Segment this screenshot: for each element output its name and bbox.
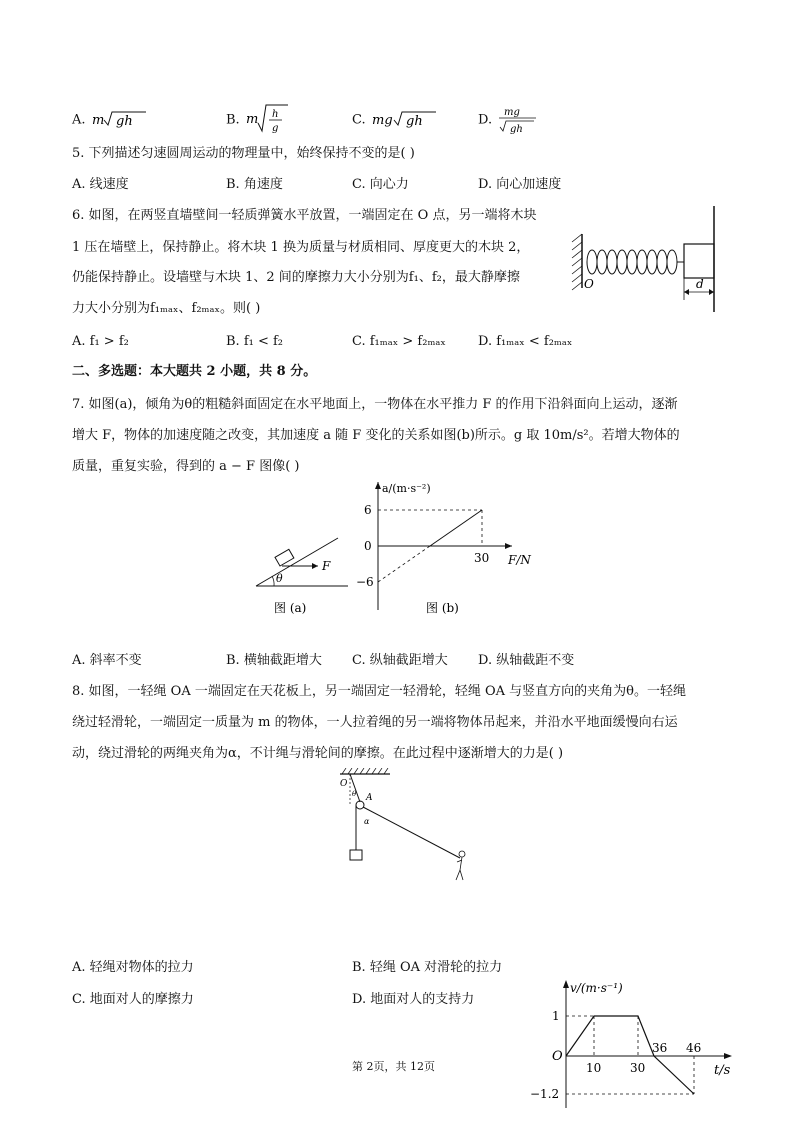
q7-line-3: 质量，重复实验，得到的 a − F 图像( ) [72, 459, 300, 474]
q4-a-formula [90, 110, 150, 130]
svg-text:gh: gh [510, 124, 524, 135]
q6-line-4: 力大小分别为f₁ₘₐₓ、f₂ₘₐₓ。则( ) [72, 301, 261, 316]
q8-option-d[interactable]: D. 地面对人的支持力 [352, 992, 475, 1007]
q5-option-c[interactable]: C. 向心力 [352, 177, 409, 192]
vt-tick-30: 30 [630, 1061, 646, 1075]
q8-fig-theta-label: θ [352, 790, 357, 798]
q5-option-b[interactable]: B. 角速度 [226, 177, 283, 192]
vt-axis-y-label: v/(m·s⁻¹) [570, 981, 623, 995]
q7-option-d[interactable]: D. 纵轴截距不变 [478, 653, 575, 668]
q4-option-c[interactable]: C. mg gh [352, 110, 440, 130]
q6-spring-figure [568, 204, 728, 316]
vt-origin-label: O [552, 1049, 563, 1064]
q8-line-1: 8. 如图，一轻绳 OA 一端固定在天花板上，另一端固定一轻滑轮，轻绳 OA 与竖直方向的夹角为θ。一轻绳 [72, 684, 686, 699]
vt-tick-46: 46 [686, 1041, 702, 1055]
q6-option-c[interactable]: C. f₁ₘₐₓ > f₂ₘₐₓ [352, 334, 446, 349]
q4-option-a[interactable]: A. m gh [72, 110, 150, 130]
q6-line-2: 1 压在墙壁上，保持静止。将木块 1 换为质量与材质相同、厚度更大的木块 2， [72, 240, 530, 255]
svg-text:m: m [245, 112, 259, 127]
vt-tick-1: 1 [552, 1009, 560, 1023]
q8-pulley-figure [336, 768, 476, 898]
q7-fig-b-caption: 图 (b) [426, 601, 459, 615]
q4-option-b[interactable]: B. m h g [226, 103, 294, 137]
q6-option-d[interactable]: D. f₁ₘₐₓ < f₂ₘₐₓ [478, 334, 573, 349]
svg-text:g: g [271, 123, 279, 134]
q8-option-c[interactable]: C. 地面对人的摩擦力 [72, 992, 194, 1007]
vt-axis-x-label: t/s [714, 1063, 731, 1078]
q8-line-3: 动，绕过滑轮的两绳夹角为α，不计绳与滑轮间的摩擦。在此过程中逐渐增大的力是( ) [72, 746, 564, 761]
q5-option-a[interactable]: A. 线速度 [72, 177, 129, 192]
q6-fig-o-label: O [584, 277, 594, 291]
q7-tick-m6: −6 [356, 575, 374, 589]
section-2-heading: 二、多选题：本大题共 2 小题，共 8 分。 [72, 364, 317, 379]
vt-tick-36: 36 [652, 1041, 668, 1055]
q6-fig-d-label: d [696, 277, 704, 291]
q7-line-2: 增大 F，物体的加速度随之改变，其加速度 a 随 F 变化的关系如图(b)所示。g 取 10m/s²。若增大物体的 [72, 428, 680, 443]
q4-c-formula [370, 110, 440, 130]
q7-tick-0: 0 [364, 539, 372, 553]
q6-option-a[interactable]: A. f₁ > f₂ [72, 334, 129, 349]
svg-text:mg: mg [504, 107, 521, 118]
q8-fig-alpha-label: α [364, 817, 370, 826]
q8-option-b[interactable]: B. 轻绳 OA 对滑轮的拉力 [352, 960, 503, 975]
q7-af-graph [352, 478, 552, 624]
q7-tick-6: 6 [364, 503, 372, 517]
q5-option-d[interactable]: D. 向心加速度 [478, 177, 562, 192]
q7-incline-figure [252, 520, 352, 620]
q7-fig-f-label: F [322, 559, 331, 573]
q7-option-a[interactable]: A. 斜率不变 [72, 653, 142, 668]
vt-graph [526, 976, 740, 1110]
q7-option-c[interactable]: C. 纵轴截距增大 [352, 653, 448, 668]
q4-option-d[interactable]: D. mg gh [478, 103, 542, 137]
svg-text:h: h [271, 109, 279, 120]
q7-line-1: 7. 如图(a)，倾角为θ的粗糙斜面固定在水平地面上，一物体在水平推力 F 的作用下沿斜面向上运动，逐渐 [72, 397, 678, 412]
q8-fig-a-label: A [366, 793, 373, 803]
svg-text:m: m [91, 113, 104, 128]
svg-text:gh: gh [405, 114, 423, 129]
q6-line-3: 仍能保持静止。设墙壁与木块 1、2 间的摩擦力大小分别为f₁、f₂，最大静摩擦 [72, 270, 520, 285]
q7-option-b[interactable]: B. 横轴截距增大 [226, 653, 322, 668]
vt-tick-10: 10 [586, 1061, 602, 1075]
q6-line-1: 6. 如图，在两竖直墙壁间一轻质弹簧水平放置，一端固定在 O 点，另一端将木块 [72, 208, 537, 223]
q6-option-b[interactable]: B. f₁ < f₂ [226, 334, 284, 349]
q7-fig-theta-label: θ [276, 572, 283, 585]
q7-fig-a-caption: 图 (a) [274, 601, 307, 615]
q8-option-a[interactable]: A. 轻绳对物体的拉力 [72, 960, 194, 975]
q7-tick-30: 30 [474, 551, 490, 565]
vt-tick-m12: −1.2 [530, 1087, 560, 1101]
q8-line-2: 绕过轻滑轮，一端固定一质量为 m 的物体，一人拉着绳的另一端将物体吊起来，并沿水平地面缓慢向右运 [72, 715, 678, 730]
svg-text:mg: mg [371, 113, 393, 128]
q4-b-formula [244, 103, 294, 137]
q8-fig-o-label: O [340, 779, 348, 789]
q7-axis-y-label: a/(m·s⁻²) [382, 482, 431, 495]
q4-d-formula [496, 103, 542, 137]
q7-axis-x-label: F/N [508, 553, 531, 567]
q5-stem: 5. 下列描述匀速圆周运动的物理量中，始终保持不变的是( ) [72, 146, 415, 161]
page-footer: 第 2页，共 12页 [352, 1060, 435, 1073]
svg-text:gh: gh [115, 114, 133, 129]
